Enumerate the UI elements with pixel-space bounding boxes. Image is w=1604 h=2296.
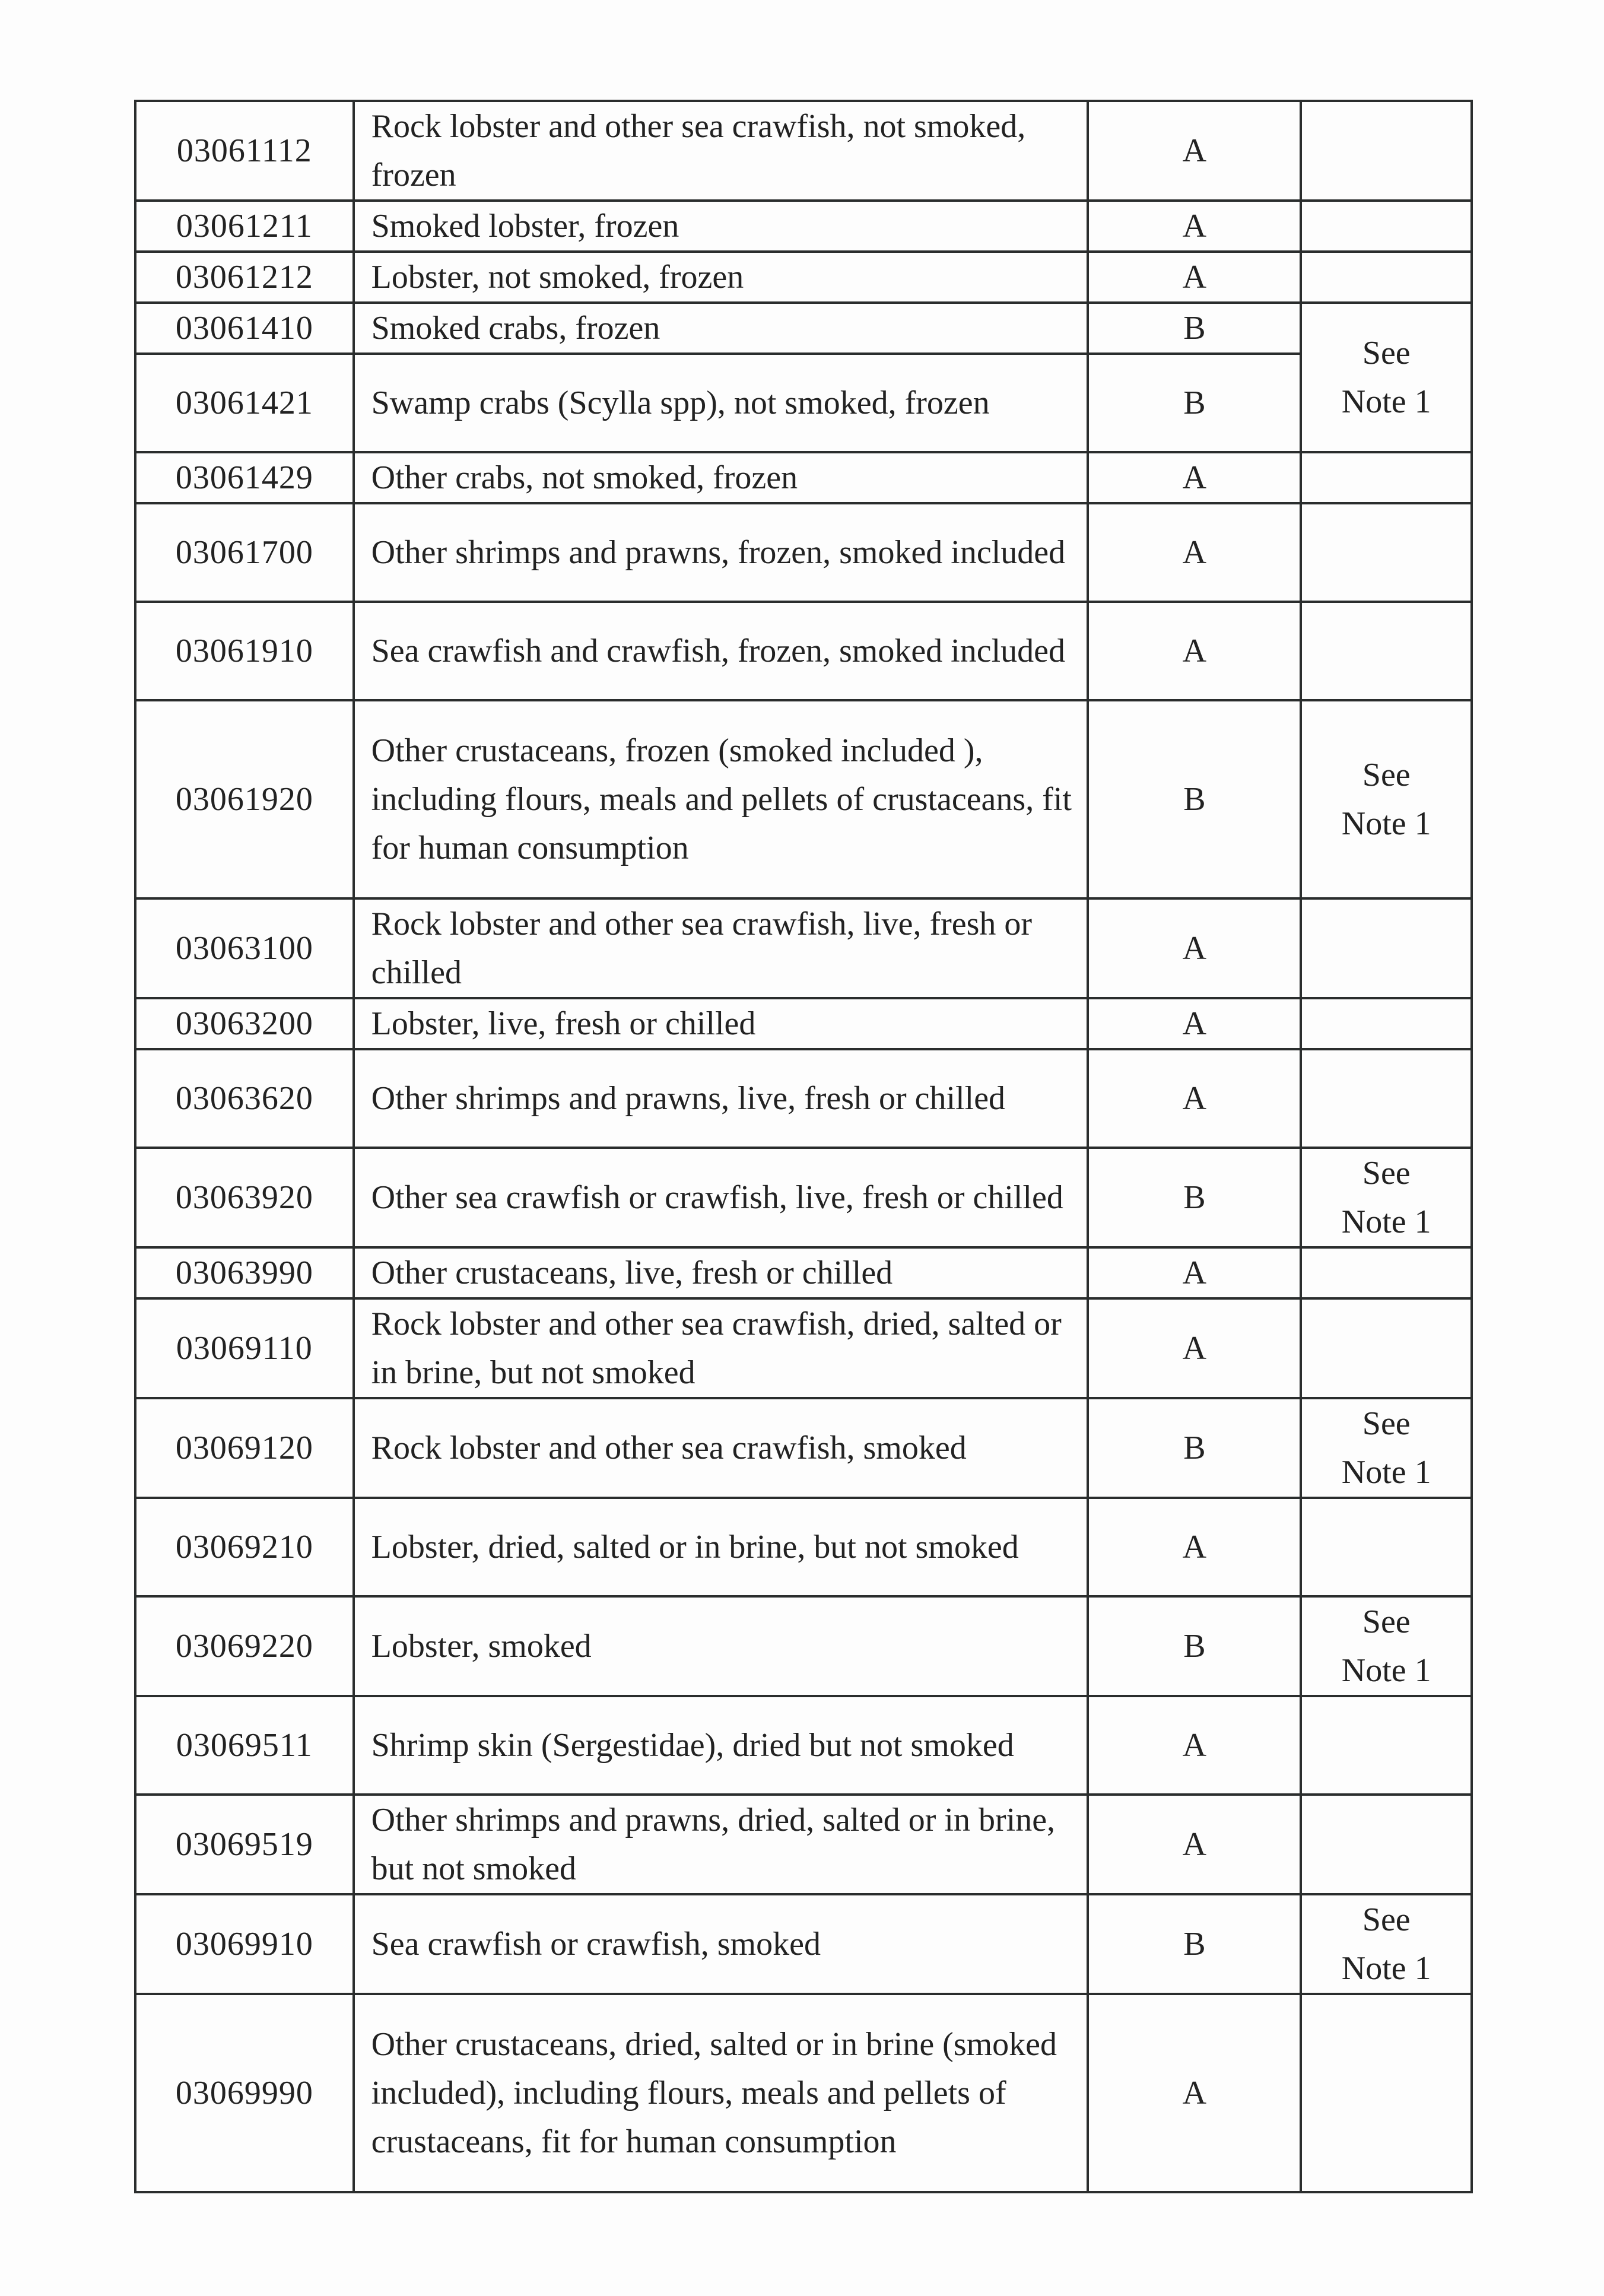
note-line: Note 1 xyxy=(1341,1950,1431,1987)
note-line: Note 1 xyxy=(1341,1454,1431,1491)
category-cell: A xyxy=(1088,1498,1301,1596)
category-cell: A xyxy=(1088,503,1301,602)
category-cell: A xyxy=(1088,1994,1301,2192)
category-cell: B xyxy=(1088,700,1301,898)
hs-code-cell: 03061212 xyxy=(135,252,354,303)
category-cell: A xyxy=(1088,602,1301,700)
note-line: See xyxy=(1362,1405,1411,1442)
note-cell xyxy=(1301,1398,1472,1498)
category-cell: A xyxy=(1088,1298,1301,1398)
table-row xyxy=(135,1795,1472,1894)
note-line: Note 1 xyxy=(1341,1652,1431,1689)
description-cell: Other shrimps and prawns, dried, salted or in brine, but not smoked xyxy=(354,1795,1088,1894)
note-line: Note 1 xyxy=(1341,1203,1431,1240)
table-row xyxy=(135,452,1472,503)
category-cell: A xyxy=(1088,898,1301,998)
hs-code-cell: 03069910 xyxy=(135,1894,354,1994)
note-line: See xyxy=(1362,1901,1411,1938)
note-cell xyxy=(1301,452,1472,503)
description-cell: Shrimp skin (Sergestidae), dried but not smoked xyxy=(354,1696,1088,1795)
note-cell xyxy=(1301,898,1472,998)
note-line: Note 1 xyxy=(1341,383,1431,420)
hs-code-cell: 03069210 xyxy=(135,1498,354,1596)
note-cell xyxy=(1301,1247,1472,1298)
note-cell xyxy=(1301,1148,1472,1247)
description-cell: Sea crawfish or crawfish, smoked xyxy=(354,1894,1088,1994)
description-cell: Rock lobster and other sea crawfish, not smoked, frozen xyxy=(354,101,1088,201)
hs-code-cell: 03069110 xyxy=(135,1298,354,1398)
tariff-table xyxy=(134,100,1473,2193)
category-cell: A xyxy=(1088,452,1301,503)
category-cell: B xyxy=(1088,1148,1301,1247)
note-line: Note 1 xyxy=(1341,805,1431,842)
description-cell: Rock lobster and other sea crawfish, smoked xyxy=(354,1398,1088,1498)
tariff-table-body xyxy=(135,101,1472,2192)
hs-code-cell: 03061700 xyxy=(135,503,354,602)
table-row xyxy=(135,1596,1472,1696)
hs-code-cell: 03063990 xyxy=(135,1247,354,1298)
hs-code-cell: 03061421 xyxy=(135,354,354,452)
note-cell xyxy=(1301,101,1472,201)
note-cell xyxy=(1301,1795,1472,1894)
note-cell xyxy=(1301,602,1472,700)
description-cell: Smoked crabs, frozen xyxy=(354,303,1088,354)
description-cell: Lobster, dried, salted or in brine, but not smoked xyxy=(354,1498,1088,1596)
table-row xyxy=(135,1994,1472,2192)
description-cell: Lobster, not smoked, frozen xyxy=(354,252,1088,303)
description-cell: Lobster, smoked xyxy=(354,1596,1088,1696)
hs-code-cell: 03069519 xyxy=(135,1795,354,1894)
table-row xyxy=(135,1894,1472,1994)
hs-code-cell: 03063920 xyxy=(135,1148,354,1247)
table-row xyxy=(135,1148,1472,1247)
category-cell: A xyxy=(1088,1049,1301,1148)
note-cell xyxy=(1301,998,1472,1049)
description-cell: Smoked lobster, frozen xyxy=(354,201,1088,252)
category-cell: A xyxy=(1088,1696,1301,1795)
note-line: See xyxy=(1362,1603,1411,1640)
note-line: See xyxy=(1362,757,1411,793)
note-cell xyxy=(1301,1994,1472,2192)
description-cell: Other crustaceans, live, fresh or chilled xyxy=(354,1247,1088,1298)
table-row xyxy=(135,898,1472,998)
category-cell: A xyxy=(1088,1795,1301,1894)
category-cell: B xyxy=(1088,1596,1301,1696)
table-row xyxy=(135,700,1472,898)
table-row xyxy=(135,1298,1472,1398)
note-cell xyxy=(1301,1596,1472,1696)
note-cell xyxy=(1301,1298,1472,1398)
table-row xyxy=(135,1498,1472,1596)
hs-code-cell: 03063620 xyxy=(135,1049,354,1148)
description-cell: Rock lobster and other sea crawfish, dried, salted or in brine, but not smoked xyxy=(354,1298,1088,1398)
category-cell: A xyxy=(1088,201,1301,252)
description-cell: Other crabs, not smoked, frozen xyxy=(354,452,1088,503)
note-line: See xyxy=(1362,335,1411,371)
note-cell xyxy=(1301,1894,1472,1994)
category-cell: A xyxy=(1088,101,1301,201)
description-cell: Sea crawfish and crawfish, frozen, smoked included xyxy=(354,602,1088,700)
description-cell: Swamp crabs (Scylla spp), not smoked, frozen xyxy=(354,354,1088,452)
category-cell: B xyxy=(1088,354,1301,452)
note-cell xyxy=(1301,1049,1472,1148)
category-cell: B xyxy=(1088,1398,1301,1498)
table-row xyxy=(135,354,1472,452)
table-row xyxy=(135,201,1472,252)
description-cell: Other shrimps and prawns, live, fresh or chilled xyxy=(354,1049,1088,1148)
table-row xyxy=(135,303,1472,354)
table-row xyxy=(135,503,1472,602)
table-row xyxy=(135,1049,1472,1148)
note-cell xyxy=(1301,201,1472,252)
category-cell: A xyxy=(1088,252,1301,303)
description-cell: Rock lobster and other sea crawfish, live, fresh or chilled xyxy=(354,898,1088,998)
note-cell xyxy=(1301,252,1472,303)
hs-code-cell: 03061920 xyxy=(135,700,354,898)
category-cell: B xyxy=(1088,303,1301,354)
hs-code-cell: 03061410 xyxy=(135,303,354,354)
table-row xyxy=(135,1696,1472,1795)
hs-code-cell: 03061429 xyxy=(135,452,354,503)
note-cell xyxy=(1301,1498,1472,1596)
hs-code-cell: 03069511 xyxy=(135,1696,354,1795)
hs-code-cell: 03061112 xyxy=(135,101,354,201)
hs-code-cell: 03069120 xyxy=(135,1398,354,1498)
description-cell: Other sea crawfish or crawfish, live, fresh or chilled xyxy=(354,1148,1088,1247)
note-cell xyxy=(1301,303,1472,452)
table-row xyxy=(135,1247,1472,1298)
category-cell: B xyxy=(1088,1894,1301,1994)
table-row xyxy=(135,101,1472,201)
table-row xyxy=(135,998,1472,1049)
table-row xyxy=(135,252,1472,303)
hs-code-cell: 03069990 xyxy=(135,1994,354,2192)
category-cell: A xyxy=(1088,1247,1301,1298)
hs-code-cell: 03061910 xyxy=(135,602,354,700)
table-row xyxy=(135,1398,1472,1498)
note-cell xyxy=(1301,503,1472,602)
note-cell xyxy=(1301,700,1472,898)
hs-code-cell: 03063200 xyxy=(135,998,354,1049)
description-cell: Other crustaceans, frozen (smoked included ), including flours, meals and pellets of crustaceans, fit for human consumption xyxy=(354,700,1088,898)
hs-code-cell: 03061211 xyxy=(135,201,354,252)
hs-code-cell: 03063100 xyxy=(135,898,354,998)
description-cell: Lobster, live, fresh or chilled xyxy=(354,998,1088,1049)
note-line: See xyxy=(1362,1155,1411,1192)
description-cell: Other crustaceans, dried, salted or in brine (smoked included), including flours, meals and pellets of crustaceans, fit for human consumption xyxy=(354,1994,1088,2192)
hs-code-cell: 03069220 xyxy=(135,1596,354,1696)
note-cell xyxy=(1301,1696,1472,1795)
table-row xyxy=(135,602,1472,700)
description-cell: Other shrimps and prawns, frozen, smoked included xyxy=(354,503,1088,602)
category-cell: A xyxy=(1088,998,1301,1049)
